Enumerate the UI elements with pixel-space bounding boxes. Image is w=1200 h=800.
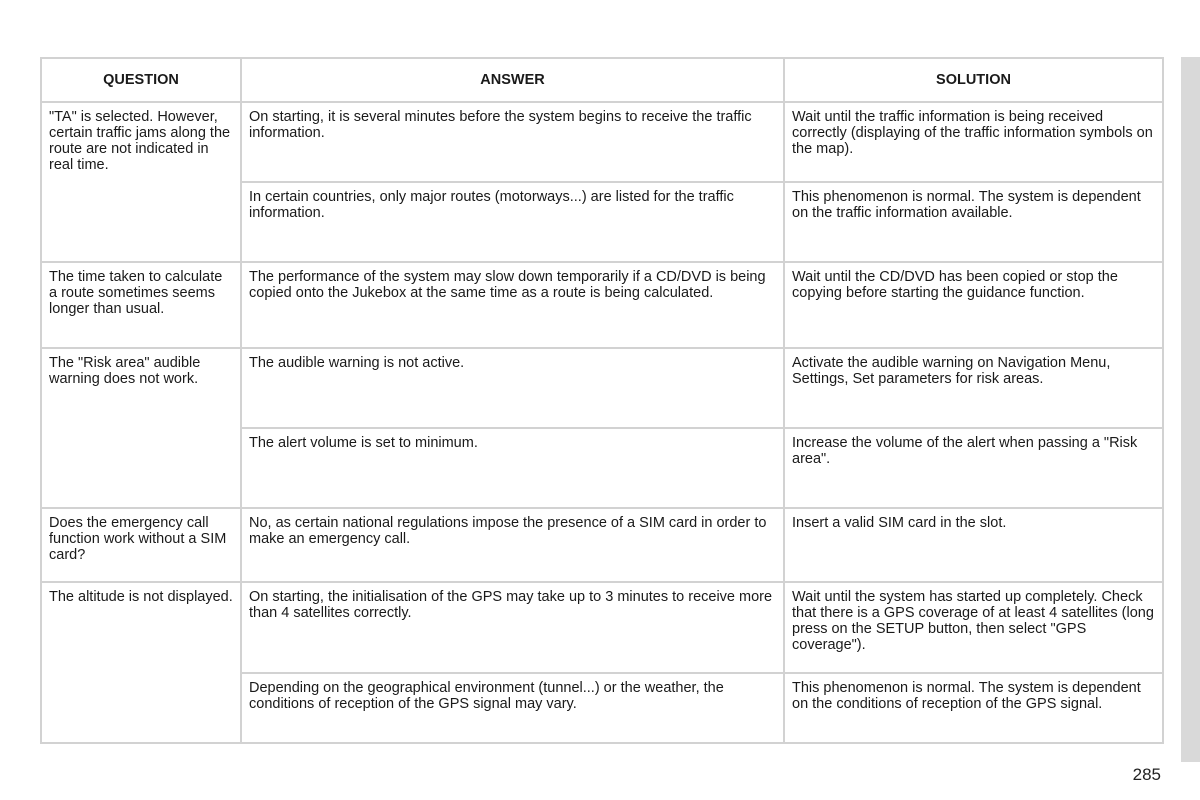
table-row: [41, 582, 1163, 673]
question-cell: "TA" is selected. However, certain traffic jams along the route are not indicated in real time.: [41, 102, 241, 262]
answer-cell: The audible warning is not active.: [241, 348, 784, 428]
answer-cell: On starting, it is several minutes before the system begins to receive the traffic information.: [241, 102, 784, 182]
table-header-row: [41, 58, 1163, 102]
answer-cell: On starting, the initialisation of the GPS may take up to 3 minutes to receive more than 4 satellites correctly.: [241, 582, 784, 673]
table-row: [41, 508, 1163, 582]
answer-cell: In certain countries, only major routes (motorways...) are listed for the traffic information.: [241, 182, 784, 262]
solution-cell: This phenomenon is normal. The system is dependent on the traffic information available.: [784, 182, 1163, 262]
answer-cell: The alert volume is set to minimum.: [241, 428, 784, 508]
troubleshooting-table: [40, 57, 1164, 744]
solution-cell: This phenomenon is normal. The system is dependent on the conditions of reception of the GPS signal.: [784, 673, 1163, 743]
table-row: [41, 102, 1163, 182]
question-cell: The "Risk area" audible warning does not work.: [41, 348, 241, 508]
solution-cell: Wait until the traffic information is being received correctly (displaying of the traffic information symbols on the map).: [784, 102, 1163, 182]
answer-cell: No, as certain national regulations impose the presence of a SIM card in order to make an emergency call.: [241, 508, 784, 582]
page-number: 285: [1132, 765, 1161, 784]
solution-cell: Insert a valid SIM card in the slot.: [784, 508, 1163, 582]
question-cell: The altitude is not displayed.: [41, 582, 241, 743]
answer-cell: The performance of the system may slow down temporarily if a CD/DVD is being copied onto the Jukebox at the same time as a route is being calculated.: [241, 262, 784, 348]
table-row: [41, 348, 1163, 428]
answer-cell: Depending on the geographical environment (tunnel...) or the weather, the conditions of reception of the GPS signal may vary.: [241, 673, 784, 743]
question-cell: The time taken to calculate a route sometimes seems longer than usual.: [41, 262, 241, 348]
header-question: QUESTION: [41, 58, 241, 102]
solution-cell: Wait until the CD/DVD has been copied or stop the copying before starting the guidance function.: [784, 262, 1163, 348]
page-edge-tab: [1181, 57, 1200, 762]
solution-cell: Wait until the system has started up completely. Check that there is a GPS coverage of at least 4 satellites (long press on the SETUP button, then select "GPS coverage").: [784, 582, 1163, 673]
question-cell: Does the emergency call function work without a SIM card?: [41, 508, 241, 582]
header-answer: ANSWER: [241, 58, 784, 102]
table-row: [41, 262, 1163, 348]
solution-cell: Activate the audible warning on Navigation Menu, Settings, Set parameters for risk areas.: [784, 348, 1163, 428]
header-solution: SOLUTION: [784, 58, 1163, 102]
solution-cell: Increase the volume of the alert when passing a "Risk area".: [784, 428, 1163, 508]
